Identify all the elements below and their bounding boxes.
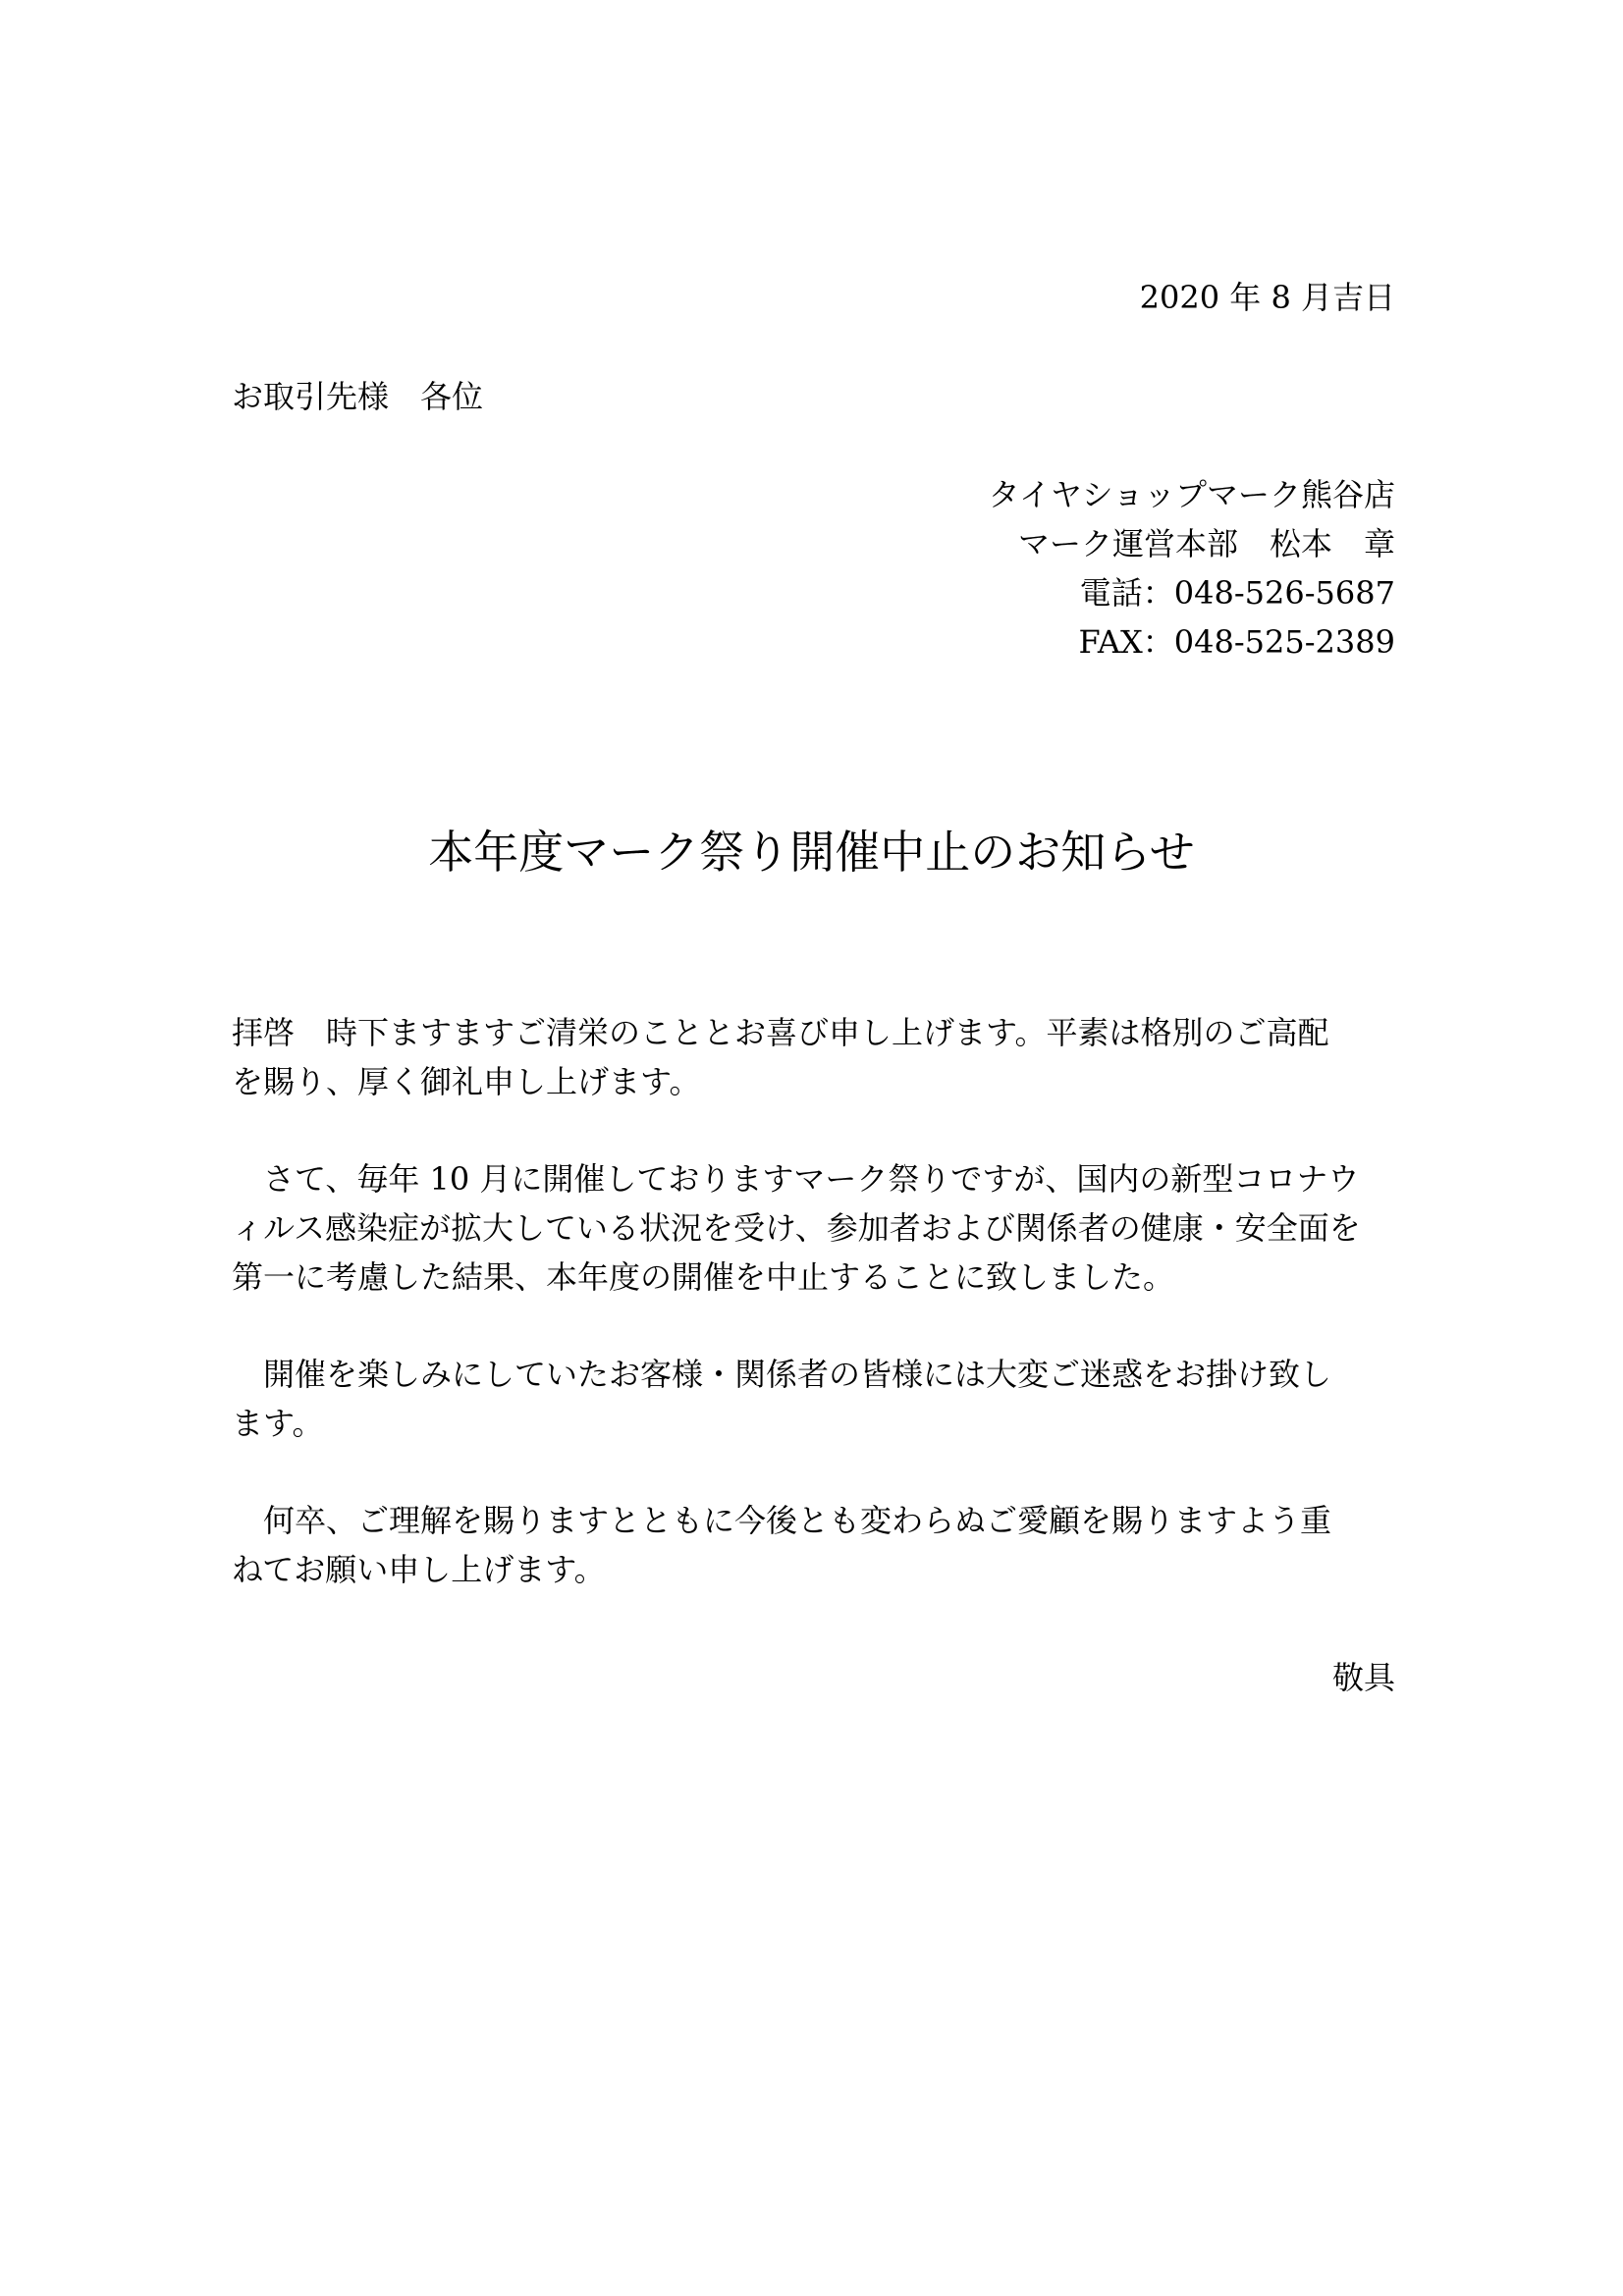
paragraph-announcement	[232, 1154, 1396, 1302]
body-line: を賜り、厚く御礼申し上げます。	[232, 1063, 701, 1100]
recipient-line: お取引先様 各位	[232, 378, 484, 415]
body-line: 何卒、ご理解を賜りますとともに今後とも変わらぬご愛顧を賜りますよう重	[232, 1502, 1332, 1539]
paragraph-apology	[232, 1350, 1396, 1448]
paragraph-greeting	[232, 1008, 1396, 1106]
sender-phone: 電話：048-526-5687	[1079, 574, 1395, 612]
sender-department: マーク運営本部 松本 章	[1017, 525, 1395, 562]
body-line: ィルス感染症が拡大している状況を受け、参加者および関係者の健康・安全面を	[232, 1209, 1361, 1247]
body-line: 第一に考慮した結果、本年度の開催を中止することに致しました。	[232, 1258, 1175, 1296]
letter-body	[232, 1008, 1396, 1642]
body-line: 拝啓 時下ますますご清栄のこととお喜び申し上げます。平素は格別のご高配	[232, 1014, 1329, 1051]
paragraph-request	[232, 1496, 1396, 1594]
body-line: ます。	[232, 1405, 324, 1442]
body-line: ねてお願い申し上げます。	[232, 1551, 606, 1588]
letter-title: 本年度マーク祭り開催中止のお知らせ	[428, 826, 1195, 879]
sender-company: タイヤショップマーク熊谷店	[988, 476, 1395, 513]
closing-word: 敬具	[1331, 1659, 1395, 1696]
letter-date: 2020 年 8 月吉日	[1139, 279, 1395, 316]
sender-block	[989, 470, 1395, 667]
body-line: 開催を楽しみにしていたお客様・関係者の皆様には大変ご迷惑をお掛け致し	[232, 1356, 1332, 1393]
body-line: さて、毎年 10 月に開催しておりますマーク祭りですが、国内の新型コロナウ	[232, 1160, 1360, 1198]
sender-fax: FAX：048-525-2389	[1078, 623, 1395, 661]
